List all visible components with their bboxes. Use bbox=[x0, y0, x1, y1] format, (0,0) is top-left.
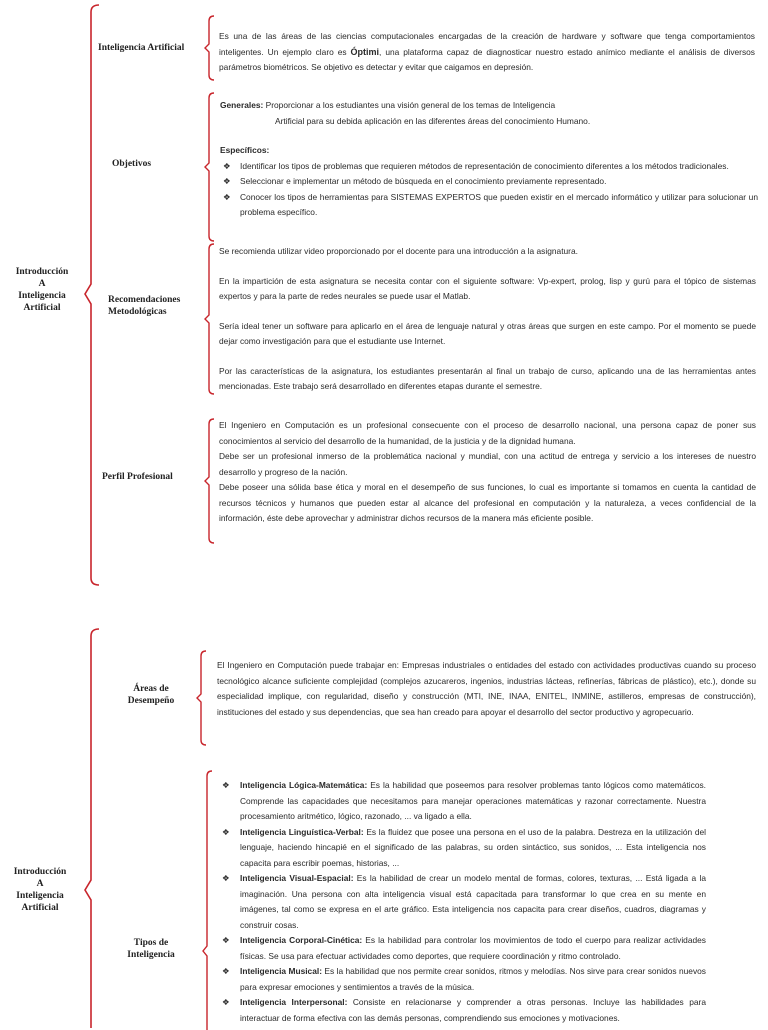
paragraph: Por las características de la asignatura, los estudiantes presentarán al final un trabajo de curso, aplicando una de las herramientas antes mencionadas. Este trabajo será desarrollado en diferentes etapas durante el semestre. bbox=[219, 365, 756, 391]
list-item: ❖ Seleccionar e implementar un método de búsqueda en el conocimiento previamente representado. bbox=[220, 174, 758, 190]
list-item bbox=[216, 933, 706, 964]
paragraph: Se recomienda utilizar video proporcionado por el docente para una introducción a la asignatura. bbox=[219, 246, 578, 256]
section-text-areas: El Ingeniero en Computación puede trabajar en: Empresas industriales o entidades del estado con actividades productivas cuando su proceso tecnológico alcance suficiente complejidad (complejos azucareros, ingenios, industrias lácteas, refinerías, fábricas de plástico), etc.), donde su especialidad implique, con regularidad, diseño y construcción (MTI, INE, INAA, ENITEL, INMINE, astilleros, empresas de construcción), instituciones del estado y sus dependencias, que sea han creado para apoyar el desarrollo del sector productivo y agropecuario. bbox=[217, 660, 756, 717]
paragraph: Debe poseer una sólida base ética y moral en el desempeño de sus funciones, lo cual es importante si tomamos en cuenta la cantidad de recursos técnicos y humanos que pueden estar al alcance del profesional en computación y la naturaleza, a veces confidencial de la información, éste debe aprovechar y administrar dichos recursos de la manera más eficiente posible. bbox=[219, 482, 756, 523]
tipo-label: Inteligencia Linguística-Verbal: bbox=[240, 826, 364, 837]
section-title-ia: Inteligencia Artificial bbox=[98, 43, 185, 53]
bracket-ia bbox=[204, 15, 218, 81]
paragraph: Debe ser un profesional inmerso de la problemática nacional y mundial, con una actitud de entrega y servicio a los intereses de nuestro desarrollo y progreso de la nación. bbox=[219, 451, 756, 477]
root-title-line: Inteligencia bbox=[16, 891, 64, 901]
section-text-objetivos bbox=[220, 98, 758, 221]
section-title-objetivos: Objetivos bbox=[112, 159, 152, 169]
paragraph: El Ingeniero en Computación es un profesional consecuente con el proceso de desarrollo nacional, una persona capaz de poner sus conocimientos al servicio del desarrollo de la humanidad, de la justicia y de la dignidad humana. bbox=[219, 420, 756, 446]
section-title-perfil: Perfil Profesional bbox=[102, 472, 173, 482]
tipo-label: Inteligencia Interpersonal: bbox=[240, 997, 348, 1007]
tipo-label: Inteligencia Visual-Espacial: bbox=[240, 873, 354, 883]
ia-text-bold: Óptimi bbox=[350, 46, 380, 57]
tipo-text: Es la habilidad para controlar los movimientos de todo el cuerpo para realizar actividades físicas. Se usa para efectuar actividades como deportes, que requiere coordinación y ritmo controlado. bbox=[240, 935, 706, 961]
bracket-areas bbox=[196, 650, 210, 746]
tipo-label: Inteligencia Corporal-Cinética: bbox=[240, 935, 363, 945]
root-title-2 bbox=[2, 866, 78, 914]
list-item bbox=[216, 964, 706, 995]
recomendaciones-title-line: Recomendaciones bbox=[108, 295, 181, 305]
root-title-line: Inteligencia bbox=[18, 291, 66, 301]
areas-title-line: Desempeño bbox=[127, 696, 175, 706]
list-item: ❖ Identificar los tipos de problemas que requieren métodos de representación de conocimiento diferentes a los métodos tradicionales. bbox=[220, 159, 758, 175]
section-text-perfil bbox=[219, 418, 756, 527]
bracket-main-1 bbox=[84, 4, 104, 586]
tipo-text: Consiste en relacionarse y comprender a otras personas. Incluye las habilidades para interactuar de forma efectiva con las demás personas, comprendiendo sus emociones y motivaciones. bbox=[240, 997, 706, 1023]
ia-text-before: Es una de las áreas de las ciencias computacionales encargadas de la creación de hardware y software que tenga comportamientos inteligentes. Un ejemplo claro es bbox=[219, 31, 755, 57]
section-title-recomendaciones bbox=[108, 294, 180, 318]
list-item: ❖ Conocer los tipos de herramientas para SISTEMAS EXPERTOS que pueden existir en el mercado informático y utilizar para solucionar un problema específico. bbox=[220, 190, 758, 221]
tipo-text: Es la habilidad de crear un modelo mental de formas, colores, texturas, ... Está ligada a la imaginación. Una persona con alta inteligencia visual está capacitada para transformar lo que crea en su mente en imágenes, tal como se expresa en el arte gráfico. Esta inteligencia nos capacita para crear diseños, cuadros, diagramas y construir cosas. bbox=[240, 873, 706, 930]
bracket-tipos bbox=[202, 770, 216, 1030]
root-title-line: Artificial bbox=[21, 903, 59, 913]
tipo-label: Inteligencia Musical: bbox=[240, 966, 322, 976]
root-title-line: Introducción bbox=[13, 867, 67, 877]
bracket-objetivos bbox=[204, 92, 218, 242]
bracket-recomendaciones bbox=[204, 243, 218, 395]
root-title-line: Introducción bbox=[15, 267, 69, 277]
tipos-list bbox=[216, 778, 706, 1026]
root-title-line: Artificial bbox=[23, 303, 61, 313]
root-title-line: A bbox=[38, 279, 46, 289]
areas-title-line: Áreas de bbox=[133, 684, 169, 694]
bracket-main-2 bbox=[84, 628, 104, 1024]
tipos-title-line: Inteligencia bbox=[127, 950, 175, 960]
paragraph: En la impartición de esta asignatura se necesita contar con el siguiente software: Vp-expert, prolog, lisp y gurú para el tópico de sistemas expertos y para la parte de redes neurales se puede usar el Matlab. bbox=[219, 275, 756, 301]
generales-text-2: Artificial para su debida aplicación en las diferentes áreas del conocimiento Humano. bbox=[275, 115, 591, 126]
tipo-text: Es la habilidad que nos permite crear sonidos, ritmos y melodías. Nos sirve para crear sonidos nuevos para expresar emociones y sentimientos a través de la música. bbox=[240, 966, 706, 992]
generales-line-1 bbox=[220, 98, 758, 114]
tipo-text: Es la habilidad que poseemos para resolver problemas tanto lógicos como matemáticos. Comprende las capacidades que necesitamos para manejar operaciones matemáticas y razonar correctamente. Nuestra procesamiento aritmético, lógico, razonado, ... va ligado a ella. bbox=[240, 780, 706, 821]
list-item bbox=[216, 825, 706, 872]
tipo-text: Es la fluidez que posee una persona en el uso de la palabra. Destreza en la utilización del lenguaje, haciendo hincapié en el significado de las palabras, su orden sintáctico, sus sonidos, ... Esta inteligencia nos capacita para escribir poemas, historias, ... bbox=[240, 826, 706, 868]
section-text-ia bbox=[219, 29, 755, 76]
generales-label: Generales: bbox=[220, 100, 264, 110]
section-text-tipos bbox=[216, 778, 706, 1026]
list-item bbox=[216, 995, 706, 1026]
paragraph: Sería ideal tener un software para aplicarlo en el área de lenguaje natural y otras áreas que surgen en este campo. Por el momento se puede dejar como investigación para que el estudiante use Internet. bbox=[219, 320, 756, 346]
especificos-list bbox=[220, 159, 758, 221]
list-item bbox=[216, 871, 706, 933]
root-title-line: A bbox=[36, 879, 44, 889]
section-title-areas bbox=[112, 683, 190, 707]
section-text-recomendaciones bbox=[219, 244, 756, 395]
bracket-perfil bbox=[204, 418, 218, 544]
section-title-tipos bbox=[112, 937, 190, 961]
ia-text-after: , una plataforma capaz de diagnosticar nuestro estado anímico mediante el análisis de diversos parámetros biométricos. Se objetivo es detectar y evitar que caigamos en depresión. bbox=[219, 46, 755, 72]
especificos-label: Específicos: bbox=[220, 145, 270, 155]
generales-text-1: Proporcionar a los estudiantes una visión general de los temas de Inteligencia bbox=[265, 100, 556, 110]
tipos-title-line: Tipos de bbox=[133, 938, 169, 948]
list-item bbox=[216, 778, 706, 825]
recomendaciones-title-line: Metodológicas bbox=[108, 307, 167, 317]
tipo-label: Inteligencia Lógica-Matemática: bbox=[240, 780, 368, 790]
root-title-1 bbox=[4, 266, 80, 314]
